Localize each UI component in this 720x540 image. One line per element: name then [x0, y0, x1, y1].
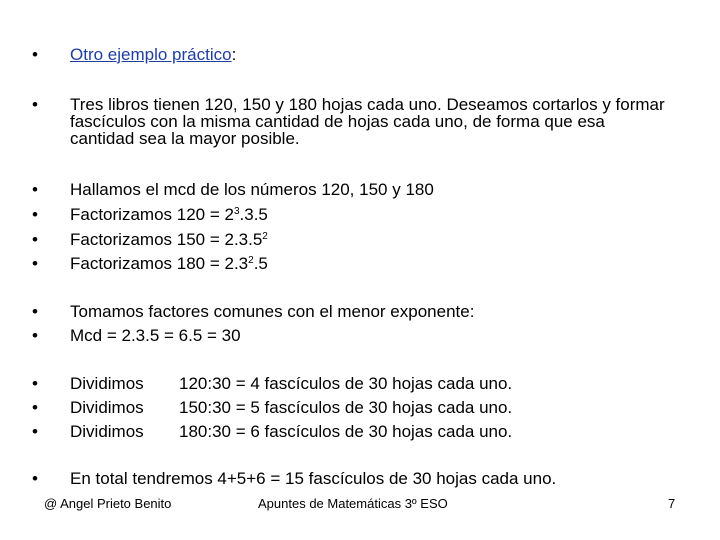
bullet: •	[32, 230, 38, 249]
division-label: Dividimos	[70, 398, 144, 417]
mcd-result: Mcd = 2.3.5 = 6.5 = 30	[70, 326, 241, 345]
footer-author: @ Angel Prieto Benito	[44, 496, 172, 511]
factor-180-pre: Factorizamos 180 = 2.3	[70, 254, 249, 273]
heading-colon: :	[231, 45, 237, 64]
footer-course: Apuntes de Matemáticas 3º ESO	[258, 496, 448, 511]
page-number: 7	[668, 496, 676, 511]
factor-150-text	[70, 230, 268, 253]
heading-link[interactable]: Otro ejemplo práctico	[70, 45, 232, 64]
bullet: •	[32, 205, 38, 224]
bullet: •	[32, 45, 38, 64]
bullet: •	[32, 254, 38, 273]
factor-120-post: .3.5	[239, 205, 268, 224]
division-calc: 150:30 = 5 fascículos de 30 hojas cada uno.	[179, 398, 513, 417]
division-label: Dividimos	[70, 422, 144, 441]
bullet: •	[32, 469, 38, 488]
factor-180-text	[70, 254, 268, 277]
heading	[70, 45, 236, 65]
bullet: •	[32, 374, 38, 393]
division-label: Dividimos	[70, 374, 144, 393]
problem-text: Tres libros tienen 120, 150 y 180 hojas cada uno. Deseamos cortarlos y formar fascículos con la misma cantidad de hojas cada uno, de forma que esa cantidad sea la mayor posible.	[70, 95, 665, 148]
common-text-1: Tomamos factores comunes con el menor exponente:	[70, 302, 475, 321]
bullet: •	[32, 95, 38, 114]
bullet: •	[32, 180, 38, 199]
bullet: •	[32, 398, 38, 417]
division-calc: 120:30 = 4 fascículos de 30 hojas cada uno.	[179, 374, 513, 393]
division-calc: 180:30 = 6 fascículos de 30 hojas cada uno.	[179, 422, 513, 441]
total-text: En total tendremos 4+5+6 = 15 fascículos de 30 hojas cada uno.	[70, 469, 557, 488]
factor-180-exp: 2	[248, 255, 254, 266]
factor-150-exp: 2	[262, 231, 268, 242]
factor-180-post: .5	[253, 254, 268, 273]
bullet: •	[32, 422, 38, 441]
factor-120-pre: Factorizamos 120 = 2	[70, 205, 234, 224]
bullet: •	[32, 302, 38, 321]
factor-120-exp: 3	[233, 206, 240, 217]
step-mcd-text: Hallamos el mcd de los números 120, 150 y 180	[70, 180, 434, 199]
bullet: •	[32, 326, 38, 345]
factor-150-pre: Factorizamos 150 = 2.3.5	[70, 230, 263, 249]
factor-120-text	[70, 205, 268, 228]
